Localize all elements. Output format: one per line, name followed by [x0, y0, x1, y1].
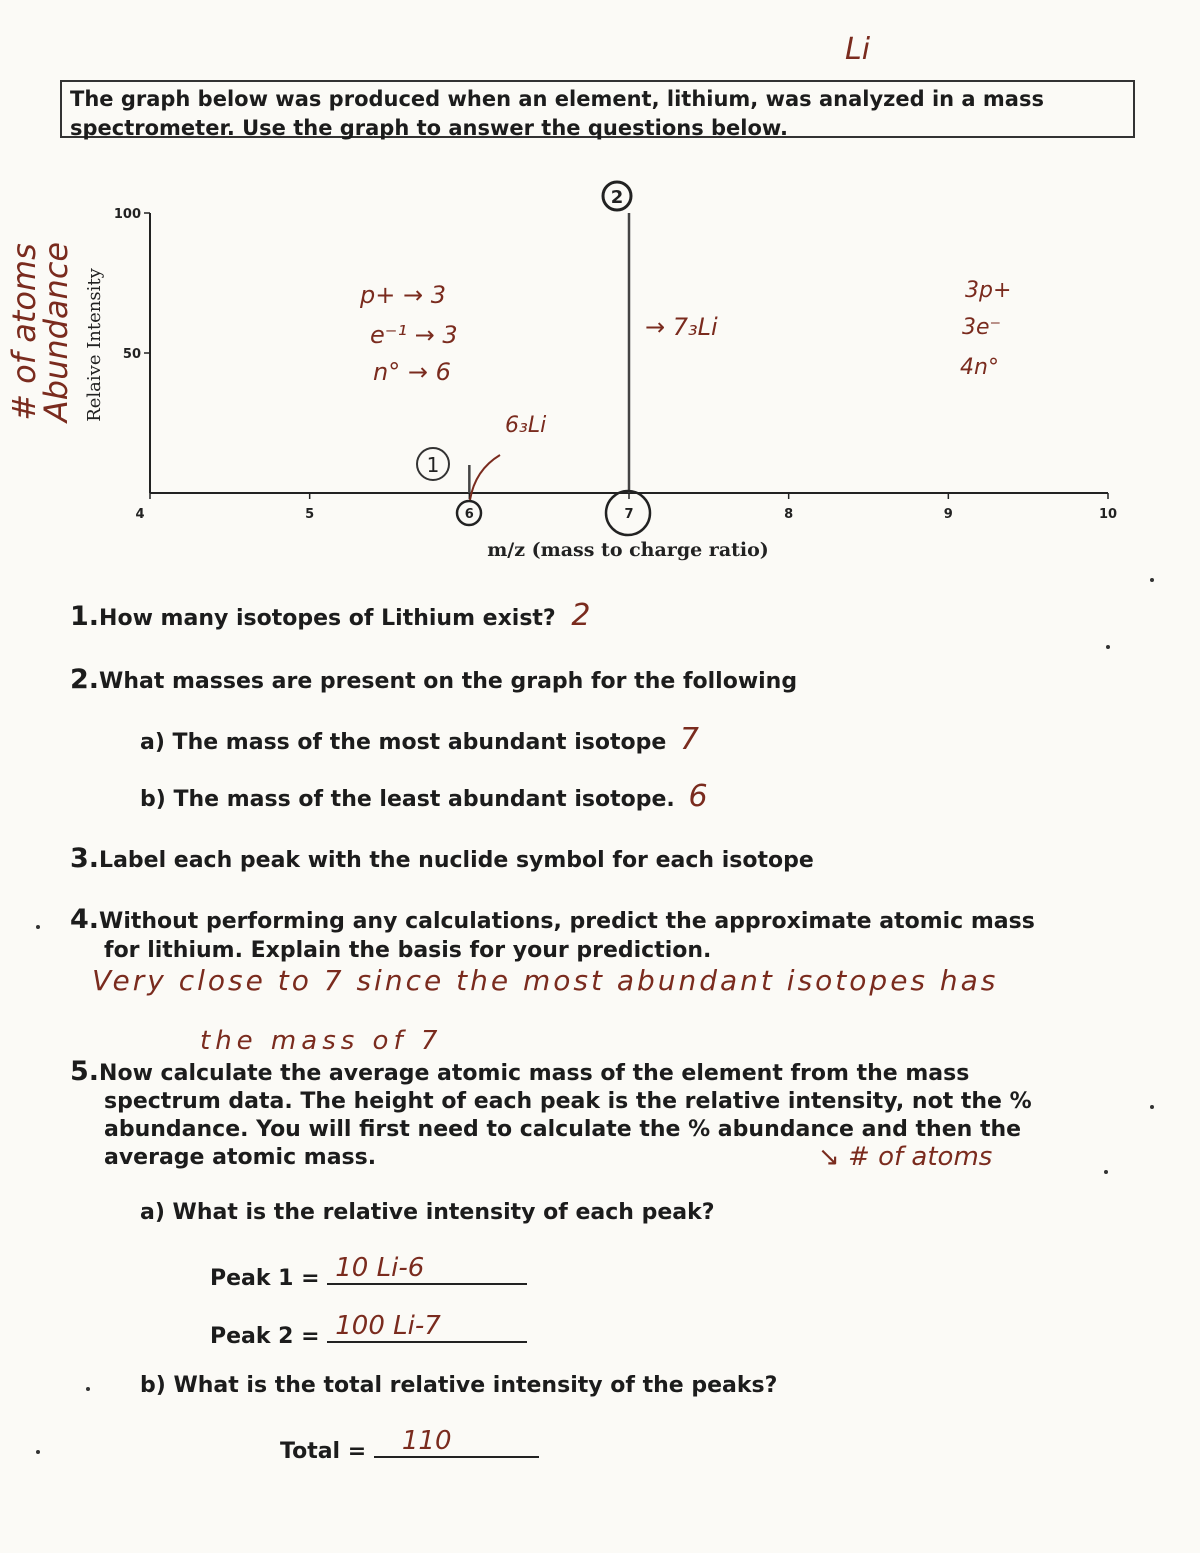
question-5b: b) What is the total relative intensity of the peaks? — [140, 1373, 778, 1398]
li6-count-n: n° → 6 — [373, 358, 451, 386]
peak2-answer-blank[interactable] — [327, 1311, 527, 1343]
x-tick-label: 5 — [305, 507, 315, 522]
question-2b — [140, 779, 708, 814]
q1-number: 1. — [70, 601, 100, 632]
scan-dot — [1104, 1170, 1108, 1174]
y-tick-label: 100 — [113, 207, 141, 222]
x-tick-label: 6 — [464, 507, 474, 522]
x-axis-label: m/z (mass to charge ratio) — [487, 539, 769, 561]
peak2-row — [210, 1311, 527, 1349]
total-label: Total = — [280, 1439, 367, 1464]
peak2-circle-label: 2 — [610, 187, 624, 208]
q5-line2: spectrum data. The height of each peak is the relative intensity, not the % — [104, 1089, 1032, 1114]
question-2 — [70, 664, 797, 695]
total-answer: 110 — [401, 1426, 452, 1456]
li6-count-e: e⁻¹ → 3 — [370, 321, 458, 349]
peak1-row — [210, 1253, 527, 1291]
q5-line3: abundance. You will first need to calculate the % abundance and then the — [104, 1117, 1022, 1142]
margin-note-line1: # of atoms — [5, 243, 43, 421]
peak1-label: Peak 1 = — [210, 1266, 320, 1291]
q2b-answer: 6 — [688, 779, 708, 814]
q4-line1: Without performing any calculations, predict the approximate atomic mass — [99, 909, 1035, 934]
li7-label: → 7₃Li — [645, 313, 718, 341]
peak2-answer: 100 Li-7 — [335, 1311, 441, 1341]
peak1-circle-label: 1 — [426, 453, 440, 477]
y-axis-label: Relaive Intensity — [84, 268, 105, 422]
q3-number: 3. — [70, 843, 100, 874]
scan-dot — [1106, 645, 1110, 649]
mass-spectrum-chart — [0, 0, 1200, 580]
margin-note-line2: Abundance — [37, 241, 75, 423]
q2a-text: a) The mass of the most abundant isotope — [140, 730, 667, 755]
q4-line2: for lithium. Explain the basis for your prediction. — [104, 938, 712, 963]
scan-dot — [1150, 578, 1154, 582]
q1-answer: 2 — [571, 598, 591, 633]
peak1-answer: 10 Li-6 — [335, 1253, 425, 1283]
total-answer-blank[interactable] — [374, 1426, 539, 1458]
question-2a — [140, 722, 699, 757]
x-tick-label: 9 — [943, 507, 953, 522]
intro-box: The graph below was produced when an element, lithium, was analyzed in a mass spectrometer. Use the graph to answer the questions below. — [60, 80, 1135, 138]
x-tick-label: 8 — [784, 507, 794, 522]
q4-answer-line1: Very close to 7 since the most abundant isotopes has — [92, 964, 999, 997]
x-tick-label: 4 — [135, 507, 145, 522]
li7-count-n: 4n° — [960, 355, 999, 380]
q5-note: ↘ # of atoms — [818, 1142, 993, 1172]
li7-count-e: 3e⁻ — [962, 315, 1002, 340]
scan-dot — [1150, 1105, 1154, 1109]
question-4 — [70, 905, 1035, 965]
q4-answer-line2: the mass of 7 — [200, 1026, 443, 1056]
q1-text: How many isotopes of Lithium exist? — [99, 606, 556, 631]
q2a-answer: 7 — [679, 722, 700, 757]
q5-line4: average atomic mass. — [104, 1145, 377, 1170]
x-tick-label: 7 — [624, 507, 634, 522]
li6-label: 6₃Li — [505, 413, 547, 438]
q5-line1: Now calculate the average atomic mass of the element from the mass — [99, 1061, 970, 1086]
total-row — [280, 1426, 539, 1464]
q4-number: 4. — [70, 904, 100, 935]
scan-dot — [36, 1450, 40, 1454]
scan-dot — [36, 925, 40, 929]
q5-number: 5. — [70, 1056, 100, 1087]
q2b-text: b) The mass of the least abundant isotope. — [140, 787, 675, 812]
question-5a: a) What is the relative intensity of each peak? — [140, 1200, 715, 1225]
peak1-answer-blank[interactable] — [327, 1253, 527, 1285]
question-3 — [70, 843, 814, 874]
question-1 — [70, 598, 590, 633]
x-tick-label: 10 — [1098, 507, 1118, 522]
peak2-label: Peak 2 = — [210, 1324, 320, 1349]
top-note-li: Li — [845, 32, 871, 67]
q3-text: Label each peak with the nuclide symbol for each isotope — [99, 848, 814, 873]
li7-count-p: 3p+ — [965, 278, 1012, 303]
li6-count-p: p+ → 3 — [360, 281, 446, 309]
scan-dot — [86, 1387, 90, 1391]
q2-number: 2. — [70, 664, 100, 695]
q2-text: What masses are present on the graph for the following — [99, 669, 798, 694]
y-tick-label: 50 — [122, 347, 141, 362]
